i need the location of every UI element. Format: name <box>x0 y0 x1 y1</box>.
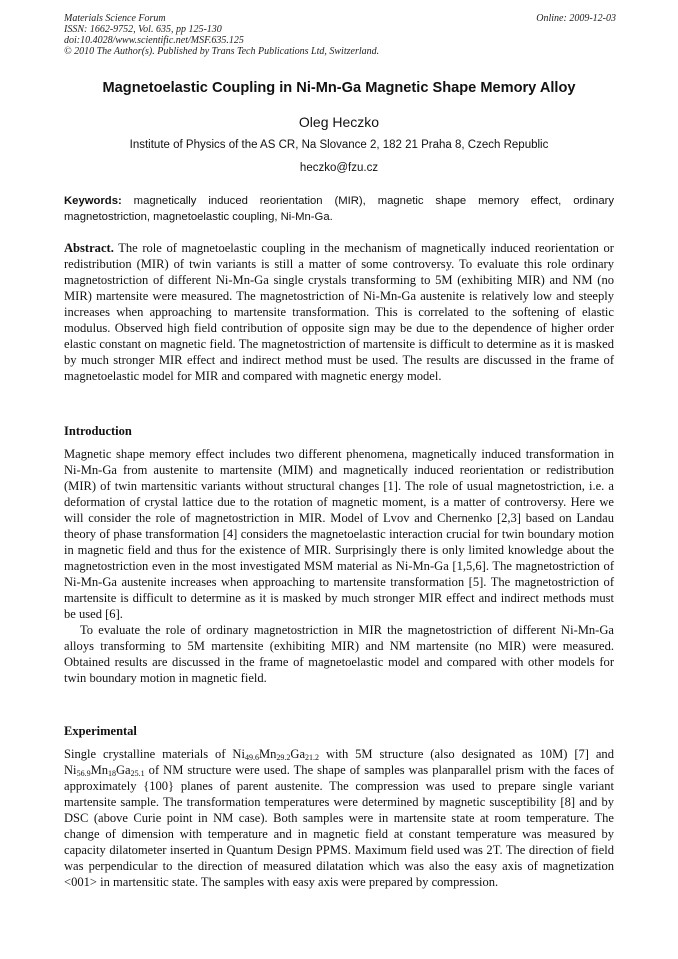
introduction-paragraph-1: Magnetic shape memory effect includes two different phenomena, magnetically induced transformation in Ni-Mn-Ga from austenite to martensite (MIM) and magnetically induced reorientation or redistribution (MIR) of twin martensitic variants without structural changes [1]. The role of usual magnetostriction, i.e. a deformation of crystal lattice due to the rotation of magnetic moment, is a matter of controversy. Here we will consider the role of magnetostriction in MIR. Model of Lvov and Chernenko [2,3] based on Landau theory of phase transformation [4] considers the magnetoelastic interaction crucial for twin boundary motion in magnetic field and thus for the existence of MIR. Surprisingly there is only limited knowledge about the magnetostriction even in the most investigated MSM material as Ni-Mn-Ga [1,5,6]. The magnetostriction of Ni-Mn-Ga austenite increases when approaching to martensite transformation [5]. The magnetostriction of martensite is difficult to determine as it is masked by much stronger MIR effect and indirect methods must be used [6]. <box>64 447 614 621</box>
journal-name: Materials Science Forum <box>64 13 166 24</box>
author-name: Oleg Heczko <box>298 114 380 130</box>
affiliation: Institute of Physics of the AS CR, Na Slovance 2, 182 21 Praha 8, Czech Republic <box>129 139 549 151</box>
journal-header <box>64 13 616 57</box>
keywords <box>64 194 614 225</box>
keywords-text: magnetically induced reorientation (MIR), magnetic shape memory effect, ordinary magnetostriction, magnetoelastic coupling, Ni-Mn-Ga. <box>64 195 615 223</box>
experimental-section <box>64 746 614 890</box>
copyright-line: © 2010 The Author(s). Published by Trans Tech Publications Ltd, Switzerland. <box>64 46 380 57</box>
issn-line: ISSN: 1662-9752, Vol. 635, pp 125-130 <box>64 24 222 35</box>
author-email: heczko@fzu.cz <box>299 162 379 174</box>
keywords-label: Keywords: <box>64 195 122 207</box>
abstract-label: Abstract. <box>64 241 114 255</box>
experimental-heading: Experimental <box>64 724 137 738</box>
experimental-paragraph: Single crystalline materials of $Ni_{49.6}Mn_{29.2}Ga_{21.2}$ with 5M structure (also designated as 10M) [7] and $Ni_{56.9}Mn_{18}Ga_{25.1}$ of NM structure were used. The shape of samples was planparallel prism with the faces of approximately {100} planes of parent austenite. The compression was used to prepare single variant martensite sample. The transformation temperatures were determined by magnetic susceptibility [8] and by DSC (above Curie point in NM case). Both samples were in martensite state at room temperature. The change of dimension with temperature and in magnetic field at constant temperature was measured by capacity dilatometer inserted in Quantum Design PPMS. Maximum field used was 2T. The direction of field was perpendicular to the direction of measured dilatation which was also the easy axis of magnetization <001> in martensitic state. The samples with easy axis were prepared by compression. <box>64 747 614 889</box>
introduction-heading: Introduction <box>64 424 132 438</box>
abstract-text: The role of magnetoelastic coupling in the mechanism of magnetically induced reorientation or redistribution (MIR) of twin variants is still a matter of some controversy. To evaluate this role ordinary magnetostriction of different Ni-Mn-Ga single crystals transforming to 5M (exhibiting MIR) and NM (no MIR) martensite were measured. The magnetostriction of Ni-Mn-Ga austenite is relatively low and steeply increases when approaching to martensite transformation. This is correlated to the softening of elastic modulus. Observed high field contribution of opposite sign may be due to the dependence of higher order elastic constant on magnetic field. The magnetostriction of martensite is difficult to determine as it is masked by much stronger MIR effect and indirect method must be used. The results are discussed in the frame of magnetoelastic model for MIR and compared with magnetic energy model. <box>64 241 614 383</box>
introduction-paragraph-2: To evaluate the role of ordinary magnetostriction in MIR the magnetostriction of different Ni-Mn-Ga alloys transforming to 5M martensite (exhibiting MIR) and NM martensite (no MIR) were measured. Obtained results are discussed in the frame of magnetoelastic model and compared with other models for twin boundary motion in magnetic field. <box>64 623 614 685</box>
doi-line: doi:10.4028/www.scientific.net/MSF.635.125 <box>64 35 244 46</box>
online-date: Online: 2009-12-03 <box>536 13 616 24</box>
paper-title: Magnetoelastic Coupling in Ni-Mn-Ga Magnetic Shape Memory Alloy <box>102 80 576 96</box>
abstract <box>64 240 614 384</box>
introduction-section <box>64 446 614 686</box>
